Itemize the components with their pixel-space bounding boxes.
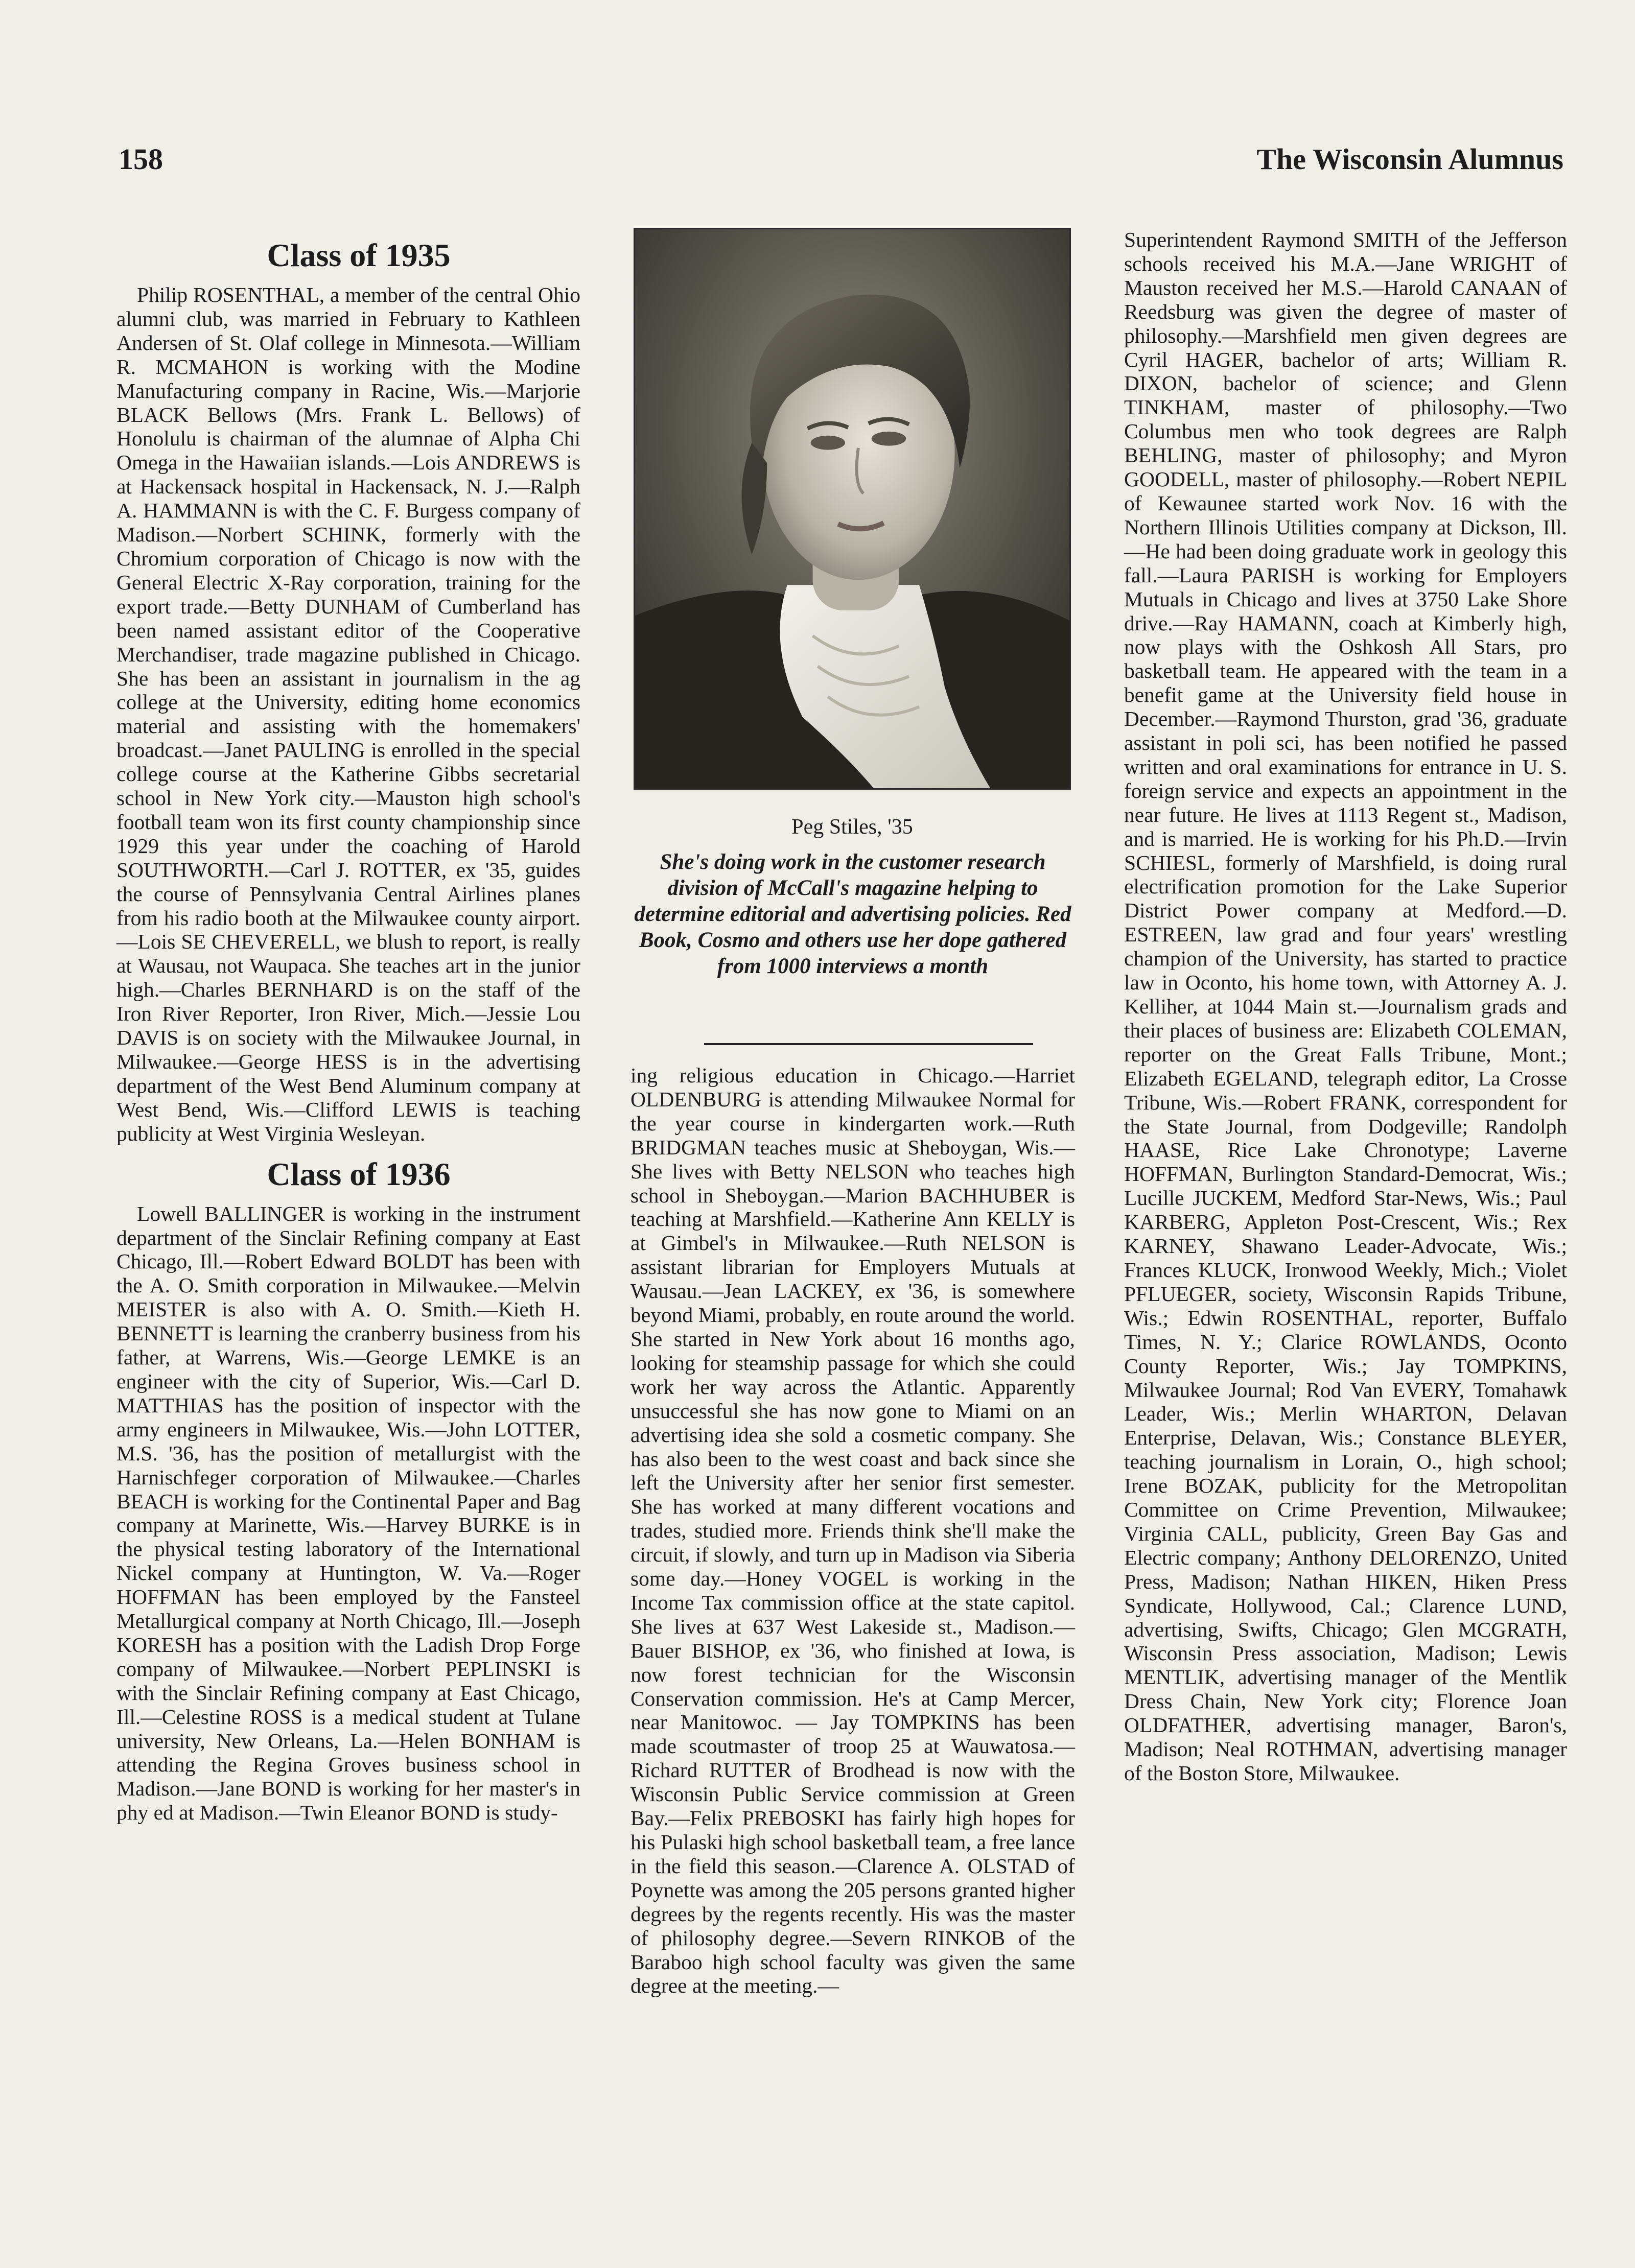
class-1935-heading: Class of 1935 <box>267 237 451 273</box>
class-1935-text: Philip ROSENTHAL, a member of the central Ohio alumni club, was married in February to Kathleen Andersen of St. Olaf college in Minnesota.—William R. MCMAHON is working with the Modine Manufacturing company in Racine, Wis.—Marjorie BLACK Bellows (Mrs. Frank L. Bellows) of Honolulu is chairman of the alumnae of Alpha Chi Omega in the Hawaiian islands.—Lois ANDREWS is at Hackensack hospital in Hackensack, N. J.—Ralph A. HAMMANN is with the C. F. Burgess company of Madison.—Norbert SCHINK, formerly with the Chromium corporation of Chicago is now with the General Electric X-Ray corporation, training for the export trade.—Betty DUNHAM of Cumberland has been named assistant editor of the Cooperative Merchandiser, trade magazine published in Chicago. She has been an assistant in journalism in the ag college at the University, editing home economics material and assisting with the homemakers' broadcast.—Janet PAULING is enrolled in the special college course at the Katherine Gibbs secretarial school in New York city.—Mauston high school's football team won its first county championship since 1929 this year under the coaching of Harold SOUTHWORTH.—Carl J. ROTTER, ex '35, guides the course of Pennsylvania Central Airlines planes from his radio booth at the Milwaukee county airport.—Lois SE CHEVERELL, we blush to report, is really at Wausau, not Waupaca. She teaches art in the junior high.—Charles BERNHARD is on the staff of the Iron River Reporter, Iron River, Mich.—Jessie Lou DAVIS is on society with the Milwaukee Journal, in Milwaukee.—George HESS is in the advertising department of the West Bend Aluminum company at West Bend, Wis.—Clifford LEWIS is teaching publicity at West Virginia Wesleyan. <box>116 283 580 1145</box>
portrait-illustration <box>635 229 1069 788</box>
left-column <box>116 235 580 1825</box>
photo-name: Peg Stiles, '35 <box>791 815 913 839</box>
middle-column <box>630 1064 1075 1998</box>
right-column <box>1124 228 1567 1785</box>
right-column-text: Superintendent Raymond SMITH of the Jefferson schools received his M.A.—Jane WRIGHT of Mauston received her M.S.—Harold CANAAN of Reedsburg was given the degree of master of philosophy.—Marshfield men given degrees are Cyril HAGER, bachelor of arts; William R. DIXON, bachelor of science; and Glenn TINKHAM, master of philosophy.—Two Columbus men who took degrees are Ralph BEHLING, master of philosophy; and Myron GOODELL, master of philosophy.—Robert NEPIL of Kewaunee started work Nov. 16 with the Northern Illinois Utilities company at Dickson, Ill.—He had been doing graduate work in geology this fall.—Laura PARISH is working for Employers Mutuals in Chicago and lives at 3750 Lake Shore drive.—Ray HAMANN, coach at Kimberly high, now plays with the Oshkosh All Stars, pro basketball team. He appeared with the team in a benefit game at the University field house in December.—Raymond Thurston, grad '36, graduate assistant in poli sci, has been notified he passed written and oral examinations for entrance in U. S. foreign service and expects an appointment in the near future. He lives at 1113 Regent st., Madison, and is married. He is working for his Ph.D.—Irvin SCHIESL, formerly of Marshfield, is doing rural electrification promotion for the Lake Superior District Power company at Medford.—D. ESTREEN, law grad and four years' wrestling champion of the University, has started to practice law in Oconto, his home town, with Attorney A. J. Kelliher, at 1044 Main st.—Journalism grads and their places of business are: Elizabeth COLEMAN, reporter on the Great Falls Tribune, Mont.; Elizabeth EGELAND, telegraph editor, La Crosse Tribune, Wis.—Robert FRANK, correspondent for the State Journal, from Dodgeville; Randolph HAASE, Rice Lake Chronotype; Laverne HOFFMAN, Burlington Standard-Democrat, Wis.; Lucille JUCKEM, Medford Star-News, Wis.; Paul KARBERG, Appleton Post-Crescent, Wis.; Rex KARNEY, Shawano Leader-Advocate, Wis.; Frances KLUCK, Ironwood Weekly, Mich.; Violet PFLUEGER, society, Wisconsin Rapids Tribune, Wis.; Edwin ROSENTHAL, reporter, Buffalo Times, N. Y.; Clarice ROWLANDS, Oconto County Reporter, Wis.; Jay TOMPKINS, Milwaukee Journal; Rod Van EVERY, Tomahawk Leader, Wis.; Merlin WHARTON, Delavan Enterprise, Delavan, Wis.; Constance BLEYER, teaching journalism in Lorain, O., high school; Irene BOZAK, publicity for the Metropolitan Committee on Crime Prevention, Milwaukee; Virginia CALL, publicity, Green Bay Gas and Electric company; Anthony DELORENZO, United Press, Madison; Nathan HIKEN, Hiken Press Syndicate, Hollywood, Cal.; Clarence LUND, advertising, Swifts, Chicago; Glen MCGRATH, Wisconsin Press association, Madison; Lewis MENTLIK, advertising manager of the Mentlik Dress Chain, New York city; Florence Joan OLDFATHER, advertising manager, Baron's, Madison; Neal ROTHMAN, advertising manager of the Boston Store, Milwaukee. <box>1124 228 1567 1785</box>
running-head: The Wisconsin Alumnus <box>1256 143 1563 176</box>
portrait-photo <box>634 228 1071 790</box>
page-number: 158 <box>119 143 163 176</box>
class-1936-heading: Class of 1936 <box>267 1155 451 1192</box>
class-1936-text: Lowell BALLINGER is working in the instrument department of the Sinclair Refining company at East Chicago, Ill.—Robert Edward BOLDT has been with the A. O. Smith corporation in Milwaukee.—Melvin MEISTER is also with A. O. Smith.—Kieth H. BENNETT is learning the cranberry business from his father, at Warrens, Wis.—George LEMKE is an engineer with the city of Superior, Wis.—Carl D. MATTHIAS has the position of inspector with the army engineers in Milwaukee, Wis.—John LOTTER, M.S. '36, has the position of metallurgist with the Harnischfeger corporation of Milwaukee.—Charles BEACH is working for the Continental Paper and Bag company at Marinette, Wis.—Harvey BURKE is in the physical testing laboratory of the International Nickel company at Huntington, W. Va.—Roger HOFFMAN has been employed by the Fansteel Metallurgical company at North Chicago, Ill.—Joseph KORESH has a position with the Ladish Drop Forge company of Milwaukee.—Norbert PEPLINSKI is with the Sinclair Refining company at East Chicago, Ill.—Celestine ROSS is a medical student at Tulane university, New Orleans, La.—Helen BONHAM is attending the Regina Groves business school in Madison.—Jane BOND is working for her master's in phy ed at Madison.—Twin Eleanor BOND is study- <box>116 1201 580 1825</box>
photo-caption: She's doing work in the customer research division of McCall's magazine helping to determine editorial and advertising policies. Red Book, Cosmo and others use her dope gathered from 1000 interviews a month <box>634 850 1071 978</box>
middle-column-text: ing religious education in Chicago.—Harriet OLDENBURG is attending Milwaukee Normal for the year course in kindergarten work.—Ruth BRIDGMAN teaches music at Sheboygan, Wis.—She lives with Betty NELSON who teaches high school in Sheboygan.—Marion BACHHUBER is teaching at Marshfield.—Katherine Ann KELLY is at Gimbel's in Milwaukee.—Ruth NELSON is assistant librarian for Employers Mutuals at Wausau.—Jean LACKEY, ex '36, is somewhere beyond Miami, probably, en route around the world. She started in New York about 16 months ago, looking for steamship passage for which she could work her way across the Atlantic. Apparently unsuccessful she has now gone to Miami on an advertising idea she sold a cosmetic company. She has also been to the west coast and back since she left the University after her senior first semester. She has worked at many different vocations and trades, studied more. Friends think she'll make the circuit, if slowly, and turn up in Madison via Siberia some day.—Honey VOGEL is working in the Income Tax commission office at the state capitol. She lives at 637 West Lakeside st., Madison.—Bauer BISHOP, ex '36, who finished at Iowa, is now forest technician for the Wisconsin Conservation commission. He's at Camp Mercer, near Manitowoc. — Jay TOMPKINS has been made scoutmaster of troop 25 at Wauwatosa.—Richard RUTTER of Brodhead is now with the Wisconsin Public Service commission at Green Bay.—Felix PREBOSKI has fairly high hopes for his Pulaski high school basketball team, a free lance in the field this season.—Clarence A. OLSTAD of Poynette was among the 205 persons granted higher degrees by the regents recently. His was the master of philosophy degree.—Severn RINKOB of the Baraboo high school faculty was given the same degree at the meeting.— <box>630 1064 1075 1998</box>
divider-rule <box>704 1043 1033 1045</box>
